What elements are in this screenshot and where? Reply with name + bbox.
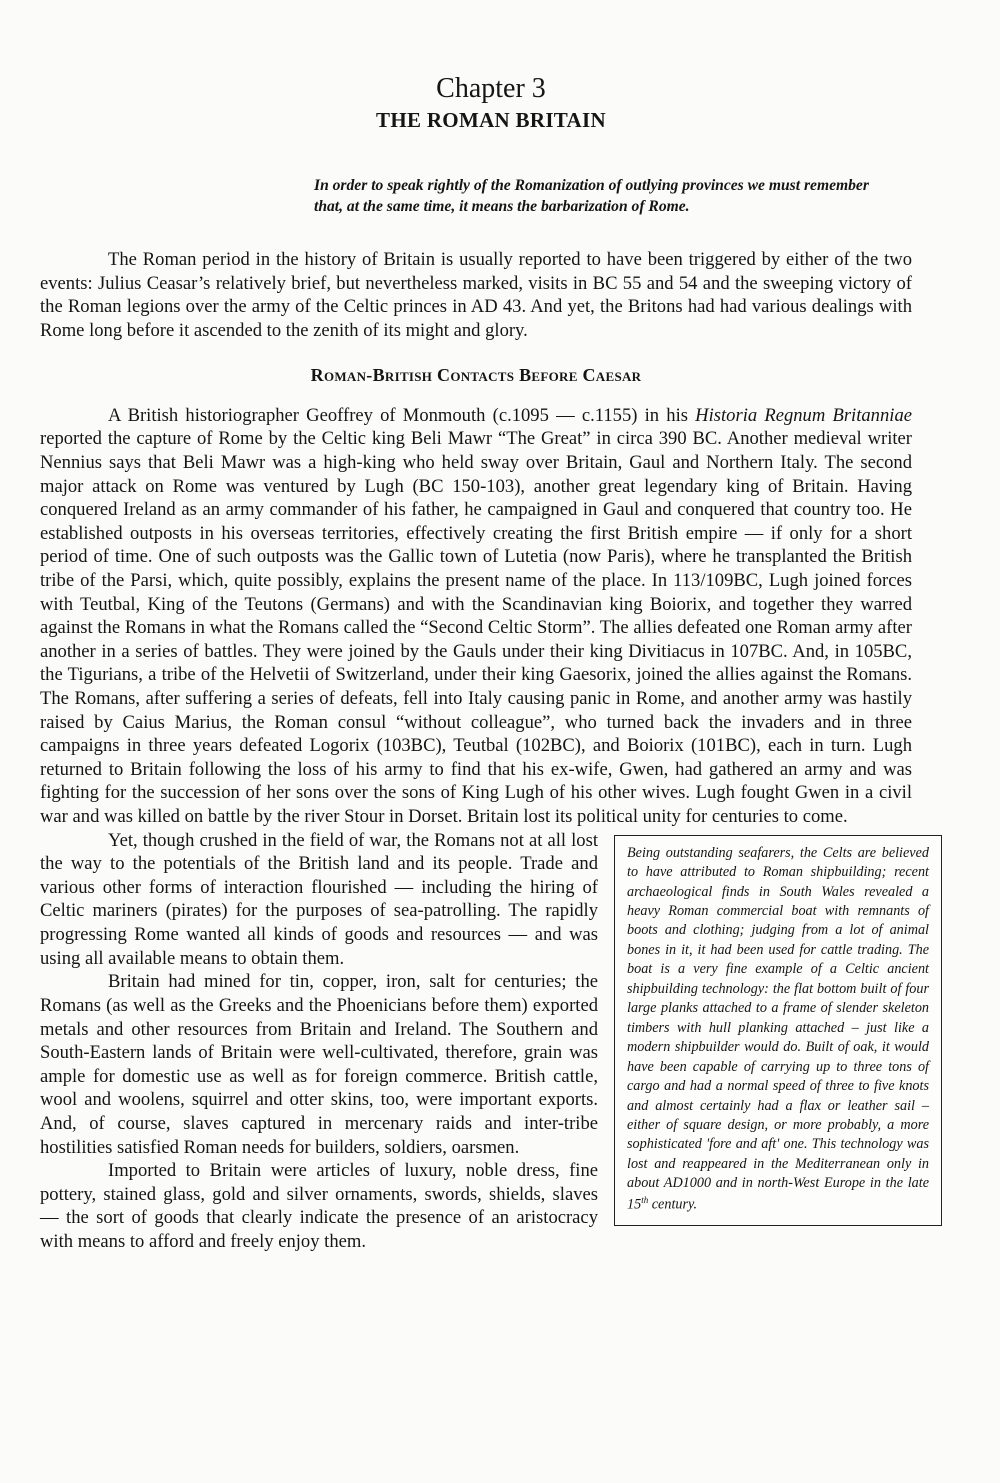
- sidebar-end: century.: [648, 1196, 698, 1213]
- paragraph-imports: Imported to Britain were articles of luxury, noble dress, fine pottery, stained glass, gold and silver ornaments, swords, shields, slaves — the sort of goods that clearly indicate the presence of an aristocracy with means to afford and freely enjoy them.: [40, 1160, 598, 1253]
- section-body: [40, 404, 929, 1254]
- sidebar-box: [614, 835, 942, 1226]
- sidebar-text: Being outstanding seafarers, the Celts are believed to have attributed to Roman shipbuilding; recent archaeological finds in South Wales revealed a heavy Roman commercial boat with remnants of boots and clothing; judging from a lot of animal bones in it, it had been used for cattle trading. The boat is a very fine example of a Celtic ancient shipbuilding technology: the flat bottom built of four large planks attached to a frame of slender skeleton timbers with hull planking attached – just like a modern shipbuilder would do. Built of oak, it would have been capable of carrying up to three tons of cargo and had a normal speed of three to five knots and almost certainly had a flax or leather sail – either of square design, or more probably, a more sophisticated 'fore and aft' one. This technology was lost and reappeared in the Mediterranean only in about AD1000 and in north-West Europe in the late 15: [627, 844, 929, 1213]
- paragraph-monmouth-rest: reported the capture of Rome by the Celtic king Beli Mawr “The Great” in circa 390 BC. Another medieval writer Nennius says that Beli Mawr was a high-king who held sway over Britain, Gaul and Northern Italy. The second major attack on Rome was ventured by Lugh (BC 150-103), another great legendary king of Britain. Having conquered Ireland as an army commander of his father, he campaigned in Gaul and conquered that country too. He established outposts in his overseas territories, effectively creating the first British empire — if only for a short period of time. One of such outposts was the Gallic town of Lutetia (now Paris), where he transplanted the British tribe of the Parsi, which, quite possibly, explains the present name of the place. In 113/109BC, Lugh joined forces with Teutbal, King of the Teutons (Germans) and with the Scandinavian king Boiorix, and together they warred against the Romans in what the Romans called the “Second Celtic Storm”. The allies defeated one Roman army after another in a series of battles. They were joined by the Gauls under their king Divitiacus in 107BC. And, in 105BC, the Tigurians, a tribe of the Helvetii of Switzerland, under their king Gaesorix, joined the allies against the Romans. The Romans, after suffering a series of defeats, fell into Italy causing panic in Rome, and another army was hastily raised by Caius Marius, the Roman consul “without colleague”, who turned back the invaders and in three campaigns in three years defeated Logorix (103BC), Teutbal (102BC), and Boiorix (101BC), each in turn. Lugh returned to Britain following the loss of his army to find that his ex-wife, Gwen, had gathered an army and was fighting for the succession of her sons over the sons of King Lugh of his other wives. Lugh fought Gwen in a civil war and was killed on battle by the river Stour in Dorset. Britain lost its political unity for centuries to come.: [40, 428, 912, 828]
- historia-regnum-title: Historia Regnum Britanniae: [695, 404, 912, 426]
- paragraph-mining: Britain had mined for tin, copper, iron, salt for centuries; the Romans (as well as the Greeks and the Phoenicians before them) exported metals and other resources from Britain and Ireland. The Southern and South-Eastern lands of Britain were well-cultivated, therefore, grain was ample for domestic use as well as for foreign commerce. British cattle, wool and woolens, squirrel and otter skins, too, were important exports. And, of course, slaves captured in mercenary raids and inter-tribe hostilities satisfied Roman needs for builders, soldiers, oarsmen.: [40, 971, 598, 1158]
- paragraph-monmouth-start: A British historiographer Geoffrey of Monmouth (c.1095 — c.1155) in his: [108, 404, 696, 426]
- sidebar-superscript: th: [641, 1194, 649, 1205]
- chapter-number: Chapter 3: [436, 73, 546, 104]
- paragraph-monmouth: [40, 404, 912, 829]
- epigraph: In order to speak rightly of the Romanization of outlying provinces we must remember that, at the same time, it means the barbarization of Rome.: [314, 176, 869, 216]
- intro-paragraph: The Roman period in the history of Britain is usually reported to have been triggered by either of the two events: Julius Ceasar’s relatively brief, but nevertheless marked, visits in BC 55 and 54 and the sweeping victory of the Roman legions over the army of the Celtic princes in AD 43. And yet, the Britons had had various dealings with Rome long before it ascended to the zenith of its might and glory.: [40, 249, 912, 342]
- paragraph-trade: Yet, though crushed in the field of war, the Romans not at all lost the way to the potentials of the British land and its people. Trade and various other forms of interaction flourished — including the hiring of Celtic mariners (pirates) for the purposes of sea-patrolling. The rapidly progressing Rome wanted all kinds of goods and resources — and was using all available means to obtain them.: [40, 829, 598, 969]
- section-heading: Roman-British Contacts Before Caesar: [310, 364, 642, 385]
- chapter-title: THE ROMAN BRITAIN: [376, 107, 606, 132]
